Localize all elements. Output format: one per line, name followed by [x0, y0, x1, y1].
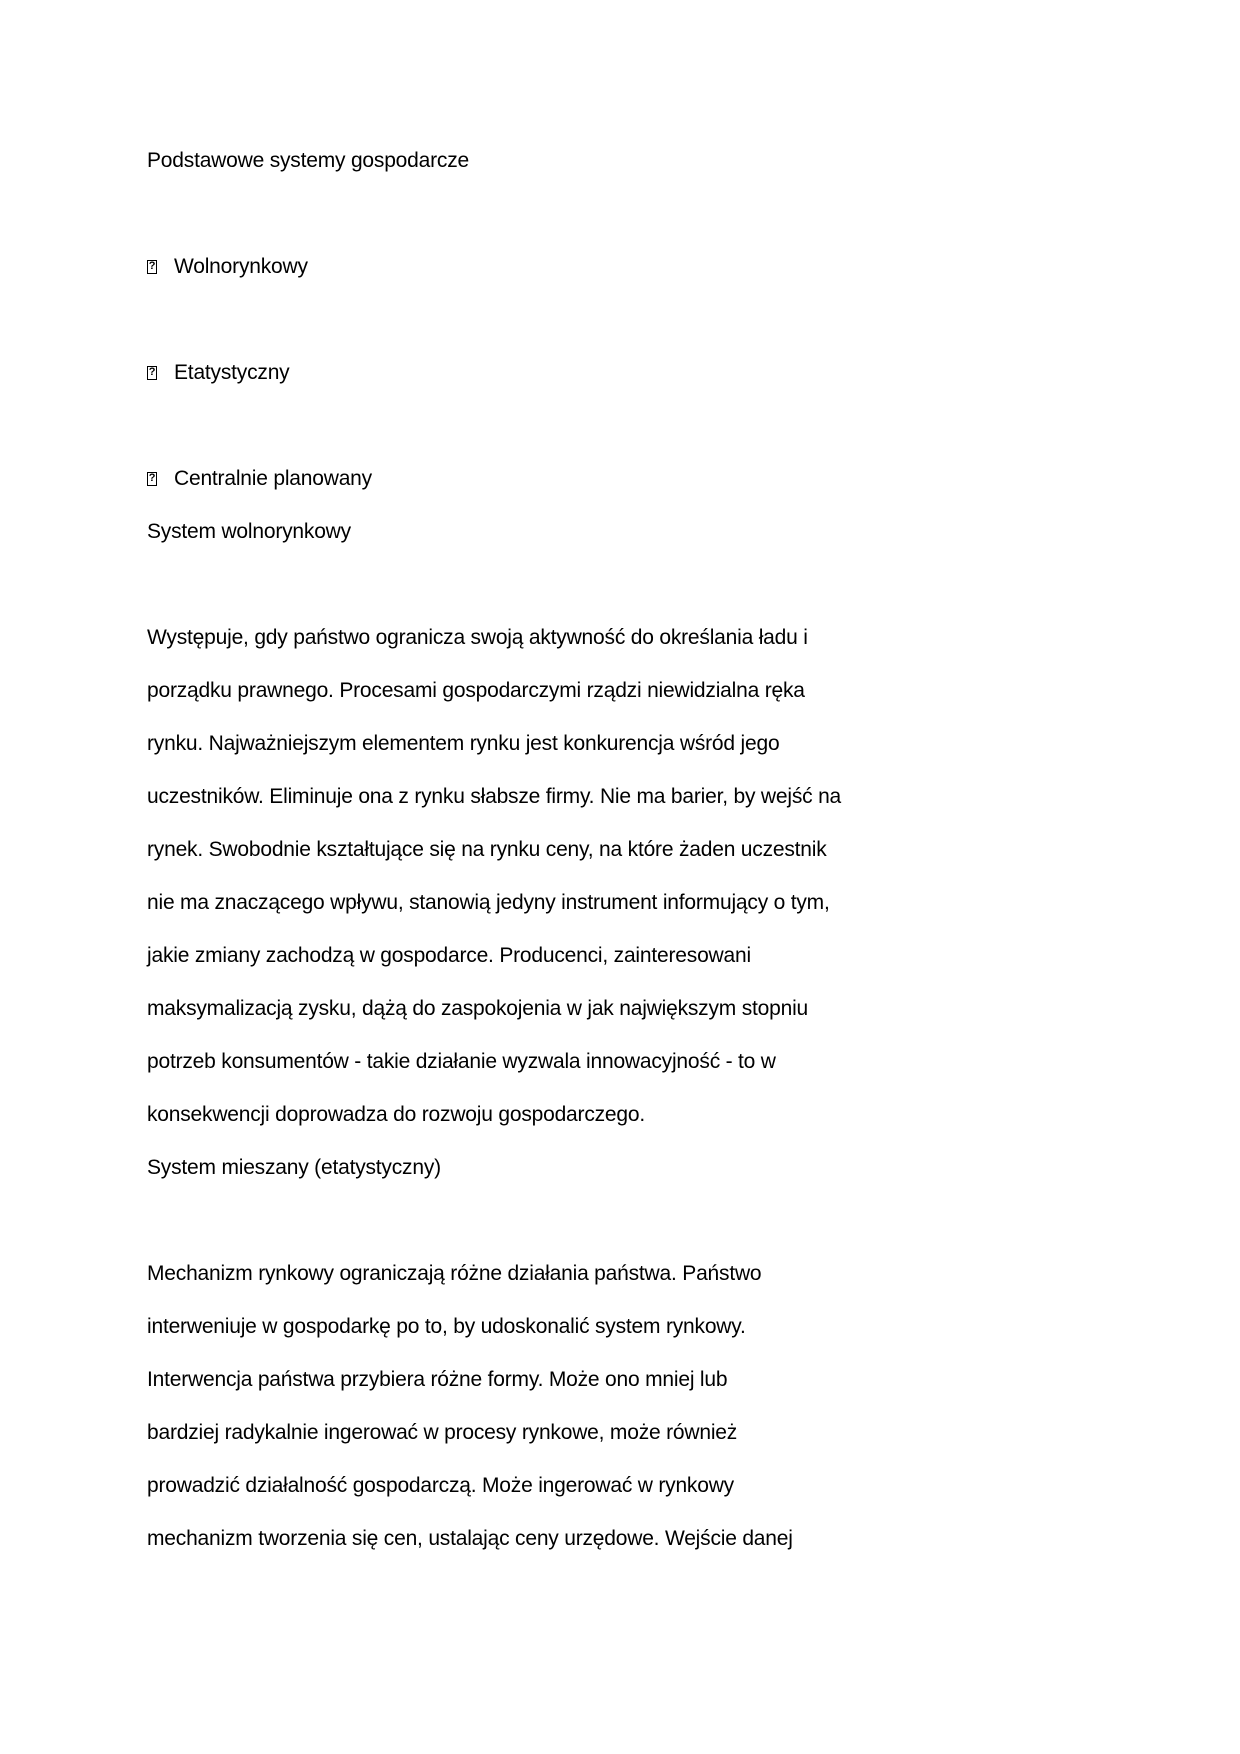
list-item	[147, 359, 289, 387]
section-heading: System wolnorynkowy	[147, 520, 351, 543]
paragraph-line: potrzeb konsumentów - takie działanie wyzwala innowacyjność - to w	[147, 1050, 776, 1073]
paragraph-line: nie ma znaczącego wpływu, stanowią jedyny instrument informujący o tym,	[147, 891, 830, 914]
list-item	[147, 253, 308, 281]
missing-glyph-bullet-icon	[147, 472, 157, 486]
paragraph-line: porządku prawnego. Procesami gospodarczymi rządzi niewidzialna ręka	[147, 679, 805, 702]
paragraph-line: bardziej radykalnie ingerować w procesy rynkowe, może również	[147, 1421, 738, 1444]
document-title: Podstawowe systemy gospodarcze	[147, 149, 469, 172]
paragraph-line: rynek. Swobodnie kształtujące się na rynku ceny, na które żaden uczestnik	[147, 838, 827, 861]
paragraph-line: Interwencja państwa przybiera różne formy. Może ono mniej lub	[147, 1368, 728, 1391]
paragraph-line: prowadzić działalność gospodarczą. Może ingerować w rynkowy	[147, 1474, 734, 1497]
list-item-label: Centralnie planowany	[174, 467, 372, 490]
paragraph-line: konsekwencji doprowadza do rozwoju gospodarczego.	[147, 1103, 646, 1126]
missing-glyph-bullet-icon	[147, 260, 157, 274]
paragraph-line: Mechanizm rynkowy ograniczają różne działania państwa. Państwo	[147, 1262, 762, 1285]
paragraph-line: mechanizm tworzenia się cen, ustalając ceny urzędowe. Wejście danej	[147, 1527, 793, 1550]
paragraph-line: Występuje, gdy państwo ogranicza swoją aktywność do określania ładu i	[147, 626, 808, 649]
missing-glyph-bullet-icon	[147, 366, 157, 380]
list-item-label: Etatystyczny	[174, 361, 290, 384]
list-item	[147, 465, 372, 493]
paragraph-line: interweniuje w gospodarkę po to, by udoskonalić system rynkowy.	[147, 1315, 746, 1338]
paragraph-line: jakie zmiany zachodzą w gospodarce. Producenci, zainteresowani	[147, 944, 751, 967]
paragraph-line: uczestników. Eliminuje ona z rynku słabsze firmy. Nie ma barier, by wejść na	[147, 785, 842, 808]
paragraph-line: maksymalizacją zysku, dążą do zaspokojenia w jak największym stopniu	[147, 997, 809, 1020]
paragraph-line: rynku. Najważniejszym elementem rynku jest konkurencja wśród jego	[147, 732, 780, 755]
list-item-label: Wolnorynkowy	[174, 255, 308, 278]
section-heading: System mieszany (etatystyczny)	[147, 1156, 441, 1179]
